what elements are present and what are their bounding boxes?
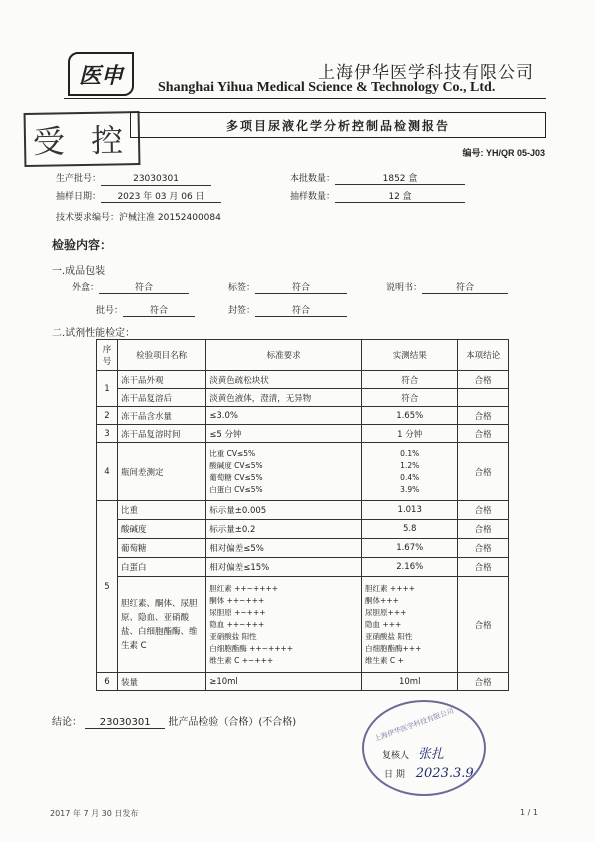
results-table [96, 339, 509, 691]
footer-issue-date: 2017 年 7 月 30 日发布 [50, 809, 139, 818]
packaging-heading: 一.成品包装 [52, 266, 106, 277]
manual-row: 说明书： 符合 [386, 280, 508, 294]
sample-qty-row: 抽样数量： 12 盒 [290, 189, 465, 203]
col-item: 检验项目名称 [117, 340, 205, 371]
performance-heading: 二.试剂性能检定： [52, 328, 136, 339]
sample-date: 2023 年 03 月 06 日 [101, 189, 221, 203]
review-date: 2023.3.9 [415, 766, 474, 781]
batch-row: 生产批号： 23030301 [56, 171, 211, 186]
batch-qty: 1852 盒 [335, 171, 465, 185]
sample-date-row: 抽样日期： 2023 年 03 月 06 日 [56, 189, 221, 203]
table-row: 葡萄糖 相对偏差≤5% 1.67% 合格 [97, 539, 509, 558]
table-row: 酸碱度 标示量±0.2 5.8 合格 [97, 520, 509, 539]
table-row: 4 瓶间差测定 比重 CV≤5% 酸碱度 CV≤5% 葡萄糖 CV≤5% 白蛋白 CV≤5% 0.1% 1.2% 0.4% 3.9% 合格 [97, 443, 509, 501]
batch-qty-row: 本批数量： 1852 盒 [290, 171, 465, 185]
conclusion-row: 结论： 23030301 批产品检验（合格）(不合格) [52, 717, 297, 728]
reviewer-row: 复核人 张扎 [382, 747, 444, 762]
conclusion-text: 批产品检验（合格）(不合格) [168, 717, 297, 728]
col-no: 序号 [97, 340, 118, 371]
label-row: 标签： 符合 [228, 280, 347, 294]
header-rule [64, 98, 546, 99]
conclusion-batch: 23030301 [85, 717, 165, 729]
table-row: 3 冻干品复溶时间 ≤5 分钟 1 分钟 合格 [97, 425, 509, 443]
cv-results: 0.1% 1.2% 0.4% 3.9% [362, 443, 458, 501]
table-row: 2 冻干品含水量 ≤3.0% 1.65% 合格 [97, 407, 509, 425]
cv-requirements: 比重 CV≤5% 酸碱度 CV≤5% 葡萄糖 CV≤5% 白蛋白 CV≤5% [206, 443, 362, 501]
col-conclusion: 本项结论 [458, 340, 509, 371]
table-row: 胆红素、酮体、尿胆原、隐血、亚硝酸盐、白细胞酯酶、维生素 C 胆红素 ++~++++ 酮体 ++~+++ 尿胆原 +~+++ 隐血 ++~+++ 亚硝酸盐 阳性 白细胞酯酶 ++~++++ 维生素 C +~+++ 胆红素 ++++ 酮体+++ 尿胆原+++ 隐血 +++ 亚硝酸盐 阳性 白细胞酯酶+++ 维生素 C + 合格 [97, 577, 509, 673]
lot-row: 批号： 符合 [96, 303, 195, 317]
inspection-title: 检验内容： [52, 238, 113, 252]
tech-req: 技术要求编号：沪械注准 20152400084 [56, 213, 221, 223]
table-row: 6 装量 ≥10ml 10ml 合格 [97, 673, 509, 691]
company-seal: 上海伊华医学科技有限公司 [362, 700, 486, 796]
reviewer-signature: 张扎 [417, 747, 444, 762]
qualitative-requirements: 胆红素 ++~++++ 酮体 ++~+++ 尿胆原 +~+++ 隐血 ++~+++ 亚硝酸盐 阳性 白细胞酯酶 ++~++++ 维生素 C +~+++ [206, 577, 362, 673]
sample-qty: 12 盒 [335, 189, 465, 203]
table-row: 1 冻干品外观 淡黄色疏松块状 符合 合格 [97, 371, 509, 389]
col-result: 实测结果 [362, 340, 458, 371]
qualitative-results: 胆红素 ++++ 酮体+++ 尿胆原+++ 隐血 +++ 亚硝酸盐 阳性 白细胞酯酶+++ 维生素 C + [362, 577, 458, 673]
batch-number: 23030301 [101, 174, 211, 186]
seal-row: 封签： 符合 [228, 303, 347, 317]
document-code: 编号: YH/QR 05-J03 [462, 148, 545, 158]
company-name-cn: 上海伊华医学科技有限公司 [318, 63, 534, 83]
company-name-en: Shanghai Yihua Medical Science & Technology Co., Ltd. [158, 80, 496, 95]
outer-box-row: 外盒： 符合 [72, 280, 189, 294]
table-header-row [97, 340, 509, 371]
col-requirement: 标准要求 [206, 340, 362, 371]
footer-page: 1 / 1 [520, 808, 538, 817]
report-title: 多项目尿液化学分析控制品检测报告 [130, 112, 546, 138]
company-logo: 医申 [68, 52, 134, 96]
table-row: 冻干品复溶后 淡黄色液体，澄清，无异物 符合 [97, 389, 509, 407]
table-row: 白蛋白 相对偏差≤15% 2.16% 合格 [97, 558, 509, 577]
controlled-stamp: 受 控 [24, 111, 141, 167]
date-row: 日 期 2023.3.9 [384, 766, 474, 781]
table-row: 5 比重 标示量±0.005 1.013 合格 [97, 501, 509, 520]
